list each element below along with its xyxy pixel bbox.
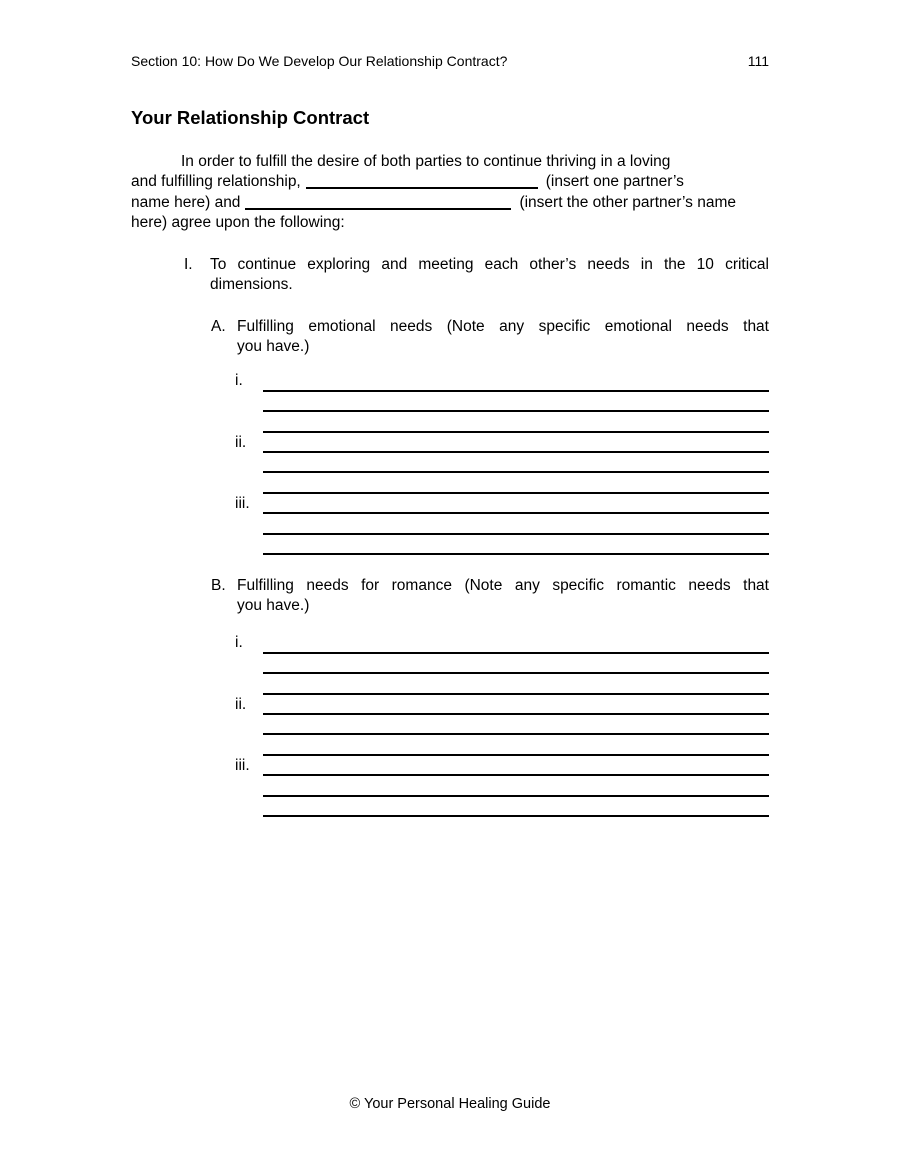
answer-section-A xyxy=(131,371,769,555)
item-B-line-2: you have.) xyxy=(237,597,310,615)
item-I-line-1: To continue exploring and meeting each other’s needs in the 10 critical xyxy=(210,256,769,274)
blank-group-A-ii xyxy=(235,433,769,494)
blank-group-B-ii xyxy=(235,695,769,756)
section-title: Section 10: How Do We Develop Our Relationship Contract? xyxy=(131,53,508,69)
answer-line xyxy=(263,494,769,514)
intro-line-2-text: and fulfilling relationship, xyxy=(131,173,301,191)
intro-line-2-note: (insert one partner’s xyxy=(545,173,684,191)
roman-numeral-iii: iii. xyxy=(235,756,250,774)
answer-line xyxy=(263,695,769,715)
item-A-marker: A. xyxy=(211,317,226,335)
item-A-text xyxy=(237,317,769,358)
blank-group-B-i xyxy=(235,633,769,694)
outline-item-B xyxy=(211,576,769,617)
item-I-line-2: dimensions. xyxy=(210,276,293,294)
intro-line-3-text: name here) and xyxy=(131,193,241,211)
answer-line xyxy=(263,715,769,735)
answer-line xyxy=(263,756,769,776)
answer-line xyxy=(263,674,769,694)
footer-copyright: © Your Personal Healing Guide xyxy=(349,1096,551,1112)
roman-numeral-ii: ii. xyxy=(235,695,247,713)
item-B-line-1: Fulfilling needs for romance (Note any specific romantic needs that xyxy=(237,576,769,594)
item-A-line-1: Fulfilling emotional needs (Note any specific emotional needs that xyxy=(237,317,769,335)
page-number: 111 xyxy=(747,53,769,69)
roman-numeral-i: i. xyxy=(235,372,243,390)
item-I-text xyxy=(210,255,769,296)
answer-line xyxy=(263,392,769,412)
answer-section-B xyxy=(131,633,769,817)
item-I-marker: I. xyxy=(184,256,193,274)
blank-group-A-i xyxy=(235,371,769,432)
answer-line xyxy=(263,433,769,453)
intro-paragraph xyxy=(131,152,769,233)
answer-line xyxy=(263,633,769,653)
outline-item-A xyxy=(211,317,769,358)
answer-lines xyxy=(263,371,769,432)
intro-line-3-note: (insert the other partner’s name xyxy=(519,193,736,211)
answer-line xyxy=(263,514,769,534)
answer-line xyxy=(263,797,769,817)
answer-line xyxy=(263,535,769,555)
intro-line-1: In order to fulfill the desire of both parties to continue thriving in a loving xyxy=(181,153,671,170)
page-header xyxy=(131,0,769,70)
answer-lines xyxy=(263,633,769,694)
outline-item-I xyxy=(184,255,769,296)
answer-lines xyxy=(263,695,769,756)
answer-lines xyxy=(263,433,769,494)
item-B-marker: B. xyxy=(211,576,226,594)
answer-line xyxy=(263,412,769,432)
partner-name-blank-1 xyxy=(306,175,538,189)
roman-numeral-i: i. xyxy=(235,634,243,652)
answer-line xyxy=(263,654,769,674)
blank-group-A-iii xyxy=(235,494,769,555)
answer-lines xyxy=(263,756,769,817)
answer-lines xyxy=(263,494,769,555)
answer-line xyxy=(263,776,769,796)
roman-numeral-iii: iii. xyxy=(235,494,250,512)
roman-numeral-ii: ii. xyxy=(235,433,247,451)
partner-name-blank-2 xyxy=(245,196,511,210)
answer-line xyxy=(263,453,769,473)
blank-group-B-iii xyxy=(235,756,769,817)
answer-line xyxy=(263,473,769,493)
answer-line xyxy=(263,735,769,755)
item-A-line-2: you have.) xyxy=(237,338,310,356)
item-B-text xyxy=(237,576,769,617)
intro-line-4: here) agree upon the following: xyxy=(131,213,345,231)
doc-title: Your Relationship Contract xyxy=(131,107,370,128)
answer-line xyxy=(263,371,769,391)
